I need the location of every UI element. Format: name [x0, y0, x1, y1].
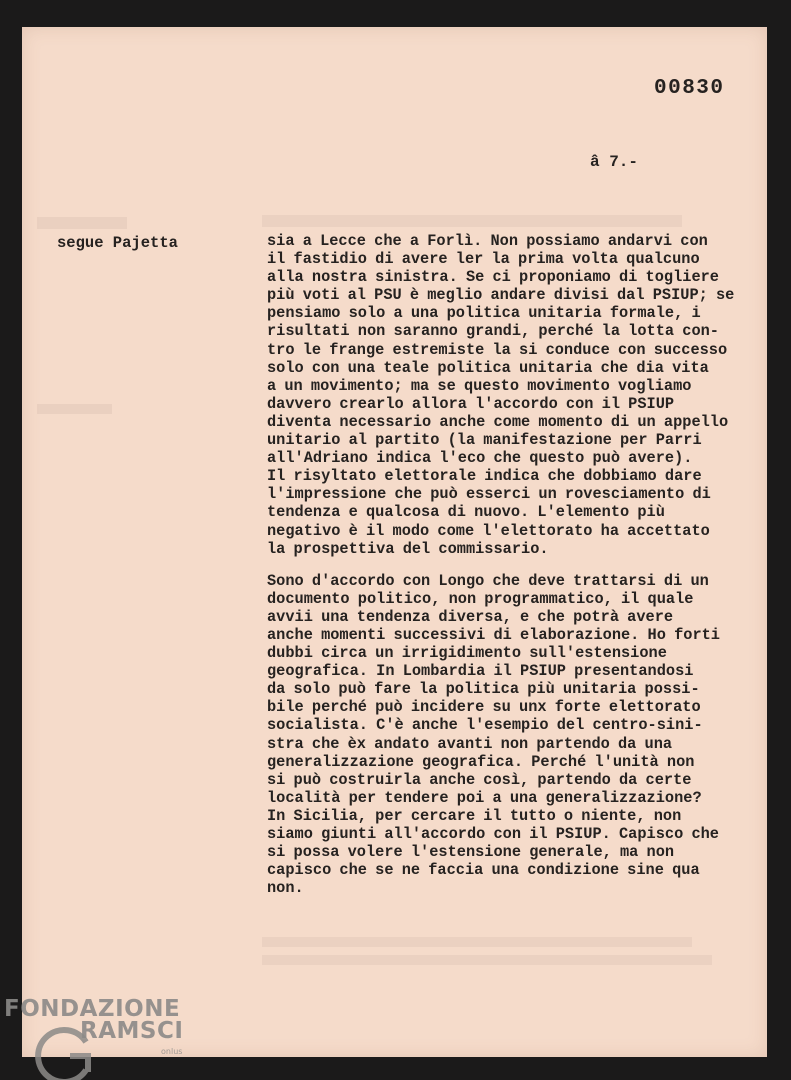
paragraph: sia a Lecce che a Forlì. Non possiamo andarvi con il fastidio di avere ler la prima volta qualcuno alla nostra sinistra. Se ci proponiamo di togliere più voti al PSU è meglio andare divisi dal PSIUP; se pensiamo solo a una politica unitaria formale, i risultati non saranno grandi, perché la lotta con- tro le frange estremiste la si conduce con successo solo con una teale politica unitaria che dia vita a un movimento; ma se questo movimento vogliamo davvero crearlo allora l'accordo con il PSIUP diventa necessario anche come momento di un appello unitario al partito (la manifestazione per Parri all'Adriano indica l'eco che questo può avere). Il risyltato elettorale indica che dobbiamo dare l'impressione che può esserci un rovesciamento di tendenza e qualcosa di nuovo. L'elemento più negativo è il modo come l'elettorato ha accettato la prospettiva del commissario. [267, 232, 735, 558]
page-number: â 7.- [590, 153, 639, 171]
svg-text:RAMSCI: RAMSCI [80, 1018, 184, 1044]
bleed-through-mark [37, 217, 127, 229]
fondazione-gramsci-logo [0, 990, 200, 1080]
bleed-through-mark [37, 404, 112, 414]
body-text [267, 232, 757, 911]
svg-text:onlus: onlus [161, 1047, 183, 1056]
document-number: 00830 [654, 77, 725, 100]
speaker-label: segue Pajetta [57, 234, 178, 252]
bleed-through-mark [262, 215, 682, 227]
svg-text:FONDAZIONE: FONDAZIONE [4, 996, 181, 1022]
bleed-through-mark [262, 937, 692, 947]
paragraph: Sono d'accordo con Longo che deve trattarsi di un documento politico, non programmatico, il quale avvii una tendenza diversa, e che potrà avere anche momenti successivi di elaborazione. Ho forti dubbi circa un irrigidimento sull'estensione geografica. In Lombardia il PSIUP presentandosi da solo può fare la politica più unitaria possi- bile perché può incidere su unx forte elettorato socialista. C'è anche l'esempio del centro-sini- stra che èx andato avanti non partendo da una generalizzazione geografica. Perché l'unità non si può costruirla anche così, partendo da certe località per tendere poi a una generalizzazione? In Sicilia, per cercare il tutto o niente, non siamo giunti all'accordo con il PSIUP. Capisco che si possa volere l'estensione generale, ma non capisco che se ne faccia una condizione sine qua non. [267, 571, 720, 898]
bleed-through-mark [262, 955, 712, 965]
typewritten-page [22, 27, 767, 1057]
